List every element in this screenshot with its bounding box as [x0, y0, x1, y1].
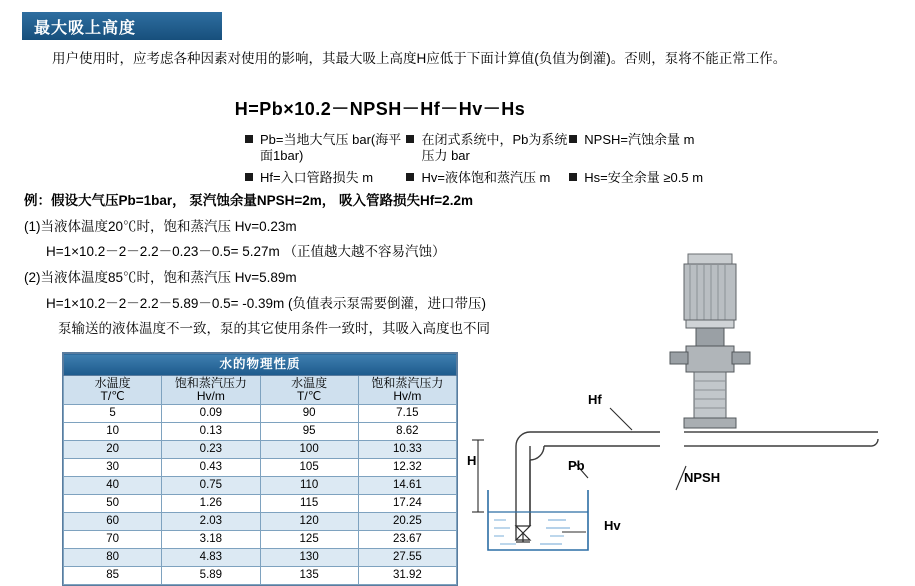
cell-hv-1: 0.09 [162, 405, 260, 423]
legend-item-hs [569, 170, 705, 186]
header-vapor-pressure-1 [162, 376, 260, 405]
table-row [64, 405, 457, 423]
header-vapor-pressure-2 [358, 376, 456, 405]
cell-temp-1: 70 [64, 531, 162, 549]
table-caption-row [64, 354, 457, 376]
example-heading-label: 例： [24, 193, 51, 208]
cell-temp-2: 95 [260, 423, 358, 441]
cell-temp-1: 40 [64, 477, 162, 495]
cell-hv-2: 14.61 [358, 477, 456, 495]
intro-text: 用户使用时，应考虑各种因素对使用的影响，其最大吸上高度H应低于下面计算值(负值为倒灌)。否则，泵将不能正常工作。 [52, 51, 787, 66]
cell-temp-1: 60 [64, 513, 162, 531]
table-row [64, 567, 457, 585]
example-heading-text: 假设大气压Pb=1bar， 泵汽蚀余量NPSH=2m， 吸入管路损失Hf=2.2m [51, 193, 473, 208]
diagram-label-pb: Pb [568, 458, 585, 473]
legend-label: 在闭式系统中，Pb为系统压力 bar [421, 132, 568, 163]
diagram-label-npsh: NPSH [684, 470, 721, 485]
cell-temp-1: 10 [64, 423, 162, 441]
cell-temp-1: 20 [64, 441, 162, 459]
cell-hv-2: 23.67 [358, 531, 456, 549]
cell-temp-2: 130 [260, 549, 358, 567]
bullet-square-icon [245, 135, 253, 143]
example-line-3: (2)当液体温度85℃时，饱和蒸汽压 Hv=5.89m [24, 269, 297, 285]
page-title: 最大吸上高度 [34, 19, 137, 37]
table-row [64, 459, 457, 477]
cell-hv-1: 0.23 [162, 441, 260, 459]
table-row [64, 477, 457, 495]
cell-hv-1: 1.26 [162, 495, 260, 513]
legend-block [245, 132, 705, 193]
cell-temp-2: 110 [260, 477, 358, 495]
cell-temp-1: 30 [64, 459, 162, 477]
table-row [64, 423, 457, 441]
example-line-5: 泵输送的液体温度不一致，泵的其它使用条件一致时，其吸入高度也不同 [58, 321, 490, 337]
cell-temp-1: 80 [64, 549, 162, 567]
example-heading [24, 188, 584, 214]
cell-temp-2: 135 [260, 567, 358, 585]
cell-hv-2: 27.55 [358, 549, 456, 567]
table-row [64, 513, 457, 531]
formula: H=Pb×10.2－NPSH－Hf－Hv－Hs [234, 99, 526, 119]
header-line-1: 饱和蒸汽压力 [174, 376, 247, 390]
legend-label: Hs=安全余量 ≥0.5 m [584, 170, 704, 186]
cell-hv-1: 0.75 [162, 477, 260, 495]
cell-hv-1: 0.43 [162, 459, 260, 477]
table-row [64, 549, 457, 567]
water-properties-table-wrapper [62, 352, 458, 586]
header-water-temp-2 [260, 376, 358, 405]
legend-row [245, 132, 705, 163]
legend-item-closed-system [406, 132, 569, 163]
example-line-2: H=1×10.2－2－2.2－0.23－0.5= 5.27m （正值越大越不容易汽蚀） [46, 244, 446, 260]
section-title-bar [22, 12, 222, 40]
header-line-2: T/℃ [100, 389, 125, 403]
cell-temp-2: 100 [260, 441, 358, 459]
cell-hv-1: 4.83 [162, 549, 260, 567]
cell-temp-1: 85 [64, 567, 162, 585]
legend-item-pb [245, 132, 406, 163]
cell-temp-2: 125 [260, 531, 358, 549]
cell-hv-1: 5.89 [162, 567, 260, 585]
example-line-1: (1)当液体温度20℃时，饱和蒸汽压 Hv=0.23m [24, 218, 297, 234]
table-row [64, 531, 457, 549]
bullet-square-icon [569, 173, 577, 181]
cell-hv-2: 8.62 [358, 423, 456, 441]
bullet-square-icon [406, 135, 414, 143]
legend-row [245, 170, 705, 186]
legend-label: Hf=入口管路损失 m [260, 170, 374, 186]
header-line-2: T/℃ [297, 389, 322, 403]
header-line-2: Hv/m [196, 389, 225, 403]
table-header-row [64, 376, 457, 405]
header-water-temp-1 [64, 376, 162, 405]
suction-lift-diagram [470, 250, 910, 555]
header-line-1: 水温度 [94, 376, 131, 390]
diagram-label-h: H [467, 453, 477, 468]
cell-hv-1: 3.18 [162, 531, 260, 549]
legend-label: Pb=当地大气压 bar(海平面1bar) [260, 132, 402, 163]
cell-temp-2: 105 [260, 459, 358, 477]
cell-hv-2: 10.33 [358, 441, 456, 459]
legend-label: Hv=液体饱和蒸汽压 m [421, 170, 551, 186]
intro-paragraph [24, 48, 892, 70]
water-properties-table [63, 353, 457, 585]
bullet-square-icon [406, 173, 414, 181]
legend-label: NPSH=汽蚀余量 m [584, 132, 695, 147]
cell-hv-2: 20.25 [358, 513, 456, 531]
legend-item-npsh [569, 132, 705, 163]
table-row [64, 495, 457, 513]
bullet-square-icon [245, 173, 253, 181]
cell-hv-2: 31.92 [358, 567, 456, 585]
cell-temp-2: 90 [260, 405, 358, 423]
bullet-square-icon [569, 135, 577, 143]
cell-hv-2: 17.24 [358, 495, 456, 513]
cell-temp-2: 120 [260, 513, 358, 531]
legend-item-hv [406, 170, 569, 186]
cell-temp-2: 115 [260, 495, 358, 513]
cell-temp-1: 5 [64, 405, 162, 423]
example-line-4: H=1×10.2－2－2.2－5.89－0.5= -0.39m (负值表示泵需要倒灌，进口带压) [46, 295, 487, 311]
cell-hv-1: 2.03 [162, 513, 260, 531]
cell-hv-2: 7.15 [358, 405, 456, 423]
cell-hv-1: 0.13 [162, 423, 260, 441]
cell-hv-2: 12.32 [358, 459, 456, 477]
cell-temp-1: 50 [64, 495, 162, 513]
header-line-1: 饱和蒸汽压力 [371, 376, 444, 390]
header-line-1: 水温度 [291, 376, 328, 390]
diagram-label-hf: Hf [588, 392, 602, 407]
table-row [64, 441, 457, 459]
table-caption: 水的物理性质 [64, 354, 457, 376]
header-line-2: Hv/m [393, 389, 422, 403]
diagram-label-hv: Hv [604, 518, 621, 533]
legend-item-hf [245, 170, 406, 186]
